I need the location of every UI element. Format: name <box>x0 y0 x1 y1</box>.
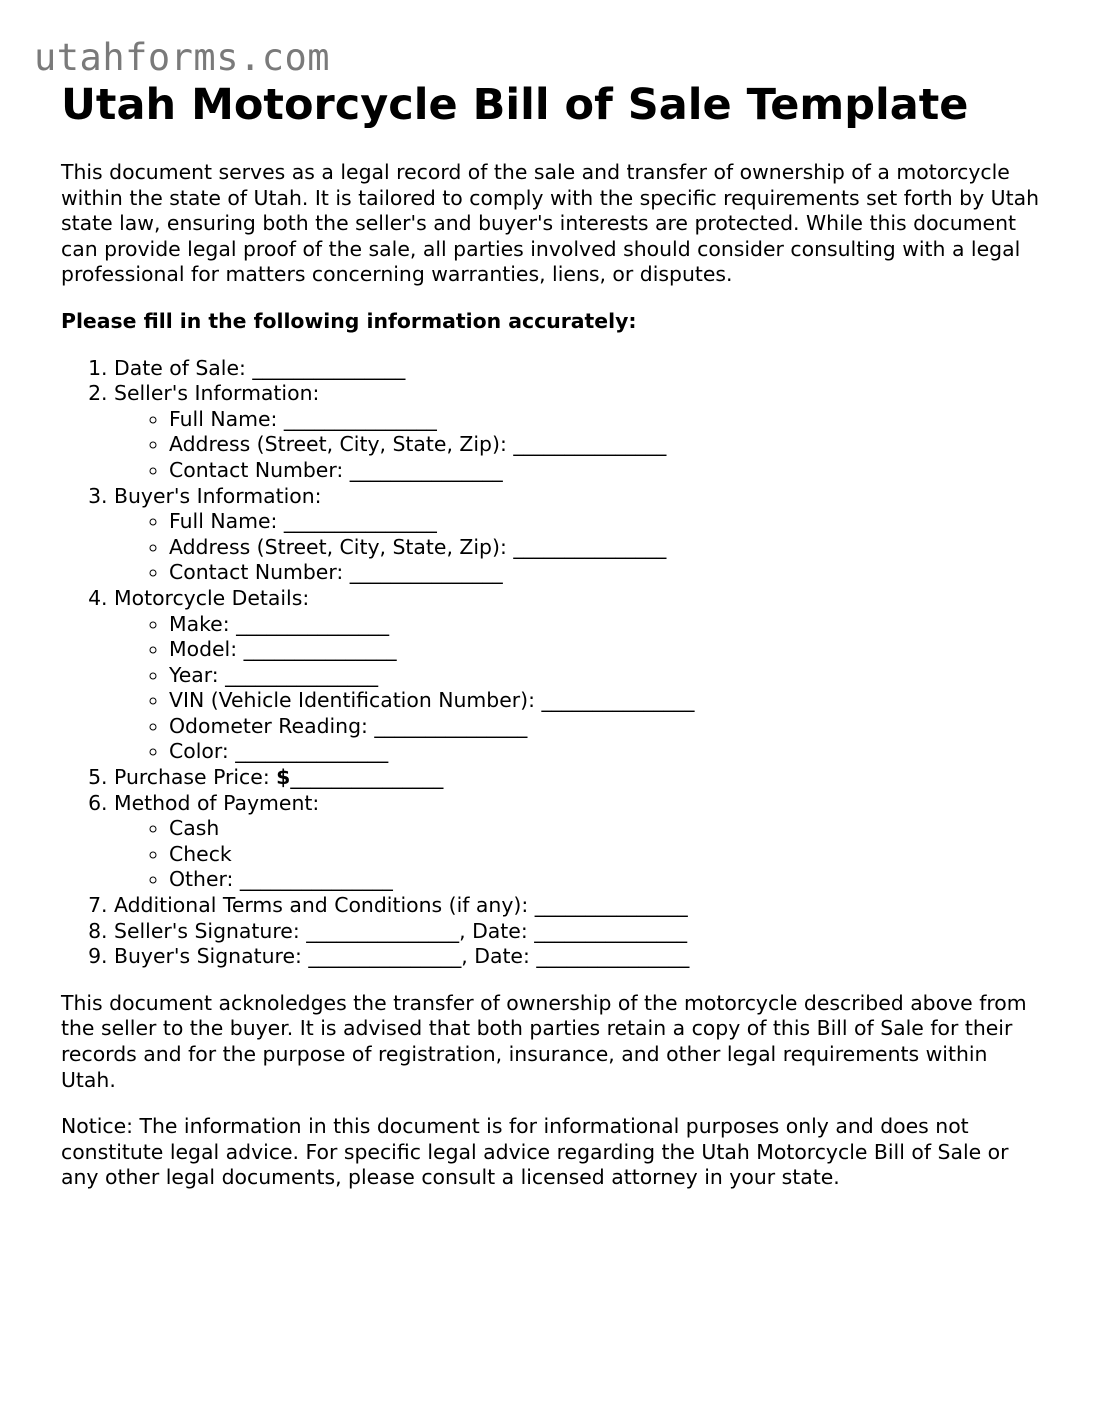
additional-terms-blank: _______________ <box>534 893 688 918</box>
buyer-signature-label: Buyer's Signature: <box>114 944 302 969</box>
page-title: Utah Motorcycle Bill of Sale Template <box>61 80 969 130</box>
seller-full-name-item <box>169 407 1041 433</box>
motorcycle-sublist <box>114 612 1041 766</box>
instruction-heading: Please fill in the following information accurately: <box>61 308 637 333</box>
date-of-sale-label: Date of Sale: <box>114 355 246 380</box>
payment-other-item <box>169 867 1041 893</box>
seller-signature-date-blank: _______________ <box>534 918 688 943</box>
year-item <box>169 663 1041 689</box>
list-item-motorcycle-details <box>114 586 1041 765</box>
buyer-signature-date-blank: _______________ <box>536 944 690 969</box>
list-item-method-of-payment <box>114 791 1041 893</box>
motorcycle-details-label: Motorcycle Details: <box>114 585 310 610</box>
form-field-list <box>61 356 1041 970</box>
method-of-payment-label: Method of Payment: <box>114 790 320 815</box>
payment-other-blank: _______________ <box>239 867 393 892</box>
payment-check-item <box>169 842 1041 868</box>
color-label: Color: <box>169 739 229 764</box>
seller-sublist <box>114 407 1041 484</box>
buyer-full-name-blank: _______________ <box>283 509 437 534</box>
color-item <box>169 739 1041 765</box>
year-label: Year: <box>169 662 219 687</box>
seller-address-blank: _______________ <box>513 432 667 457</box>
payment-cash-label: Cash <box>169 816 220 841</box>
buyer-address-item <box>169 535 1041 561</box>
list-item-seller-information <box>114 381 1041 483</box>
seller-full-name-blank: _______________ <box>283 406 437 431</box>
purchase-price-label: Purchase Price: <box>114 765 270 790</box>
notice-paragraph: Notice: The information in this document is for informational purposes only and does not constitute legal advice. For specific legal advice regarding the Utah Motorcycle Bill of Sale or any other legal documents, please consult a licensed attorney in your state. <box>61 1114 1009 1190</box>
buyer-full-name-item <box>169 509 1041 535</box>
acknowledgement-paragraph: This document acknoledges the transfer of ownership of the motorcycle described above from the seller to the buyer. It is advised that both parties retain a copy of this Bill of Sale for their records and for the purpose of registration, insurance, and other legal requirements within Utah. <box>61 990 1027 1092</box>
buyer-contact-item <box>169 560 1041 586</box>
seller-contact-label: Contact Number: <box>169 457 344 482</box>
list-item-buyer-signature <box>114 944 1041 970</box>
buyer-address-blank: _______________ <box>513 534 667 559</box>
model-label: Model: <box>169 637 238 662</box>
date-of-sale-blank: _______________ <box>252 355 406 380</box>
seller-signature-label: Seller's Signature: <box>114 918 300 943</box>
dollar-sign: $ <box>276 765 291 790</box>
seller-address-label: Address (Street, City, State, Zip): <box>169 432 507 457</box>
buyer-address-label: Address (Street, City, State, Zip): <box>169 534 507 559</box>
make-item <box>169 612 1041 638</box>
seller-address-item <box>169 432 1041 458</box>
seller-contact-item <box>169 458 1041 484</box>
list-item-date-of-sale <box>114 356 1041 382</box>
color-blank: _______________ <box>235 739 389 764</box>
odometer-label: Odometer Reading: <box>169 713 368 738</box>
year-blank: _______________ <box>225 662 379 687</box>
intro-paragraph: This document serves as a legal record of the sale and transfer of ownership of a motorcycle within the state of Utah. It is tailored to comply with the specific requirements set forth by Utah state law, ensuring both the seller's and buyer's interests are protected. While this document can provide legal proof of the sale, all parties involved should consider consulting with a legal professional for matters concerning warranties, liens, or disputes. <box>61 160 1040 287</box>
odometer-blank: _______________ <box>374 713 528 738</box>
seller-information-label: Seller's Information: <box>114 381 320 406</box>
payment-check-label: Check <box>169 841 232 866</box>
payment-sublist <box>114 816 1041 893</box>
buyer-contact-label: Contact Number: <box>169 560 344 585</box>
vin-blank: _______________ <box>541 688 695 713</box>
buyer-full-name-label: Full Name: <box>169 509 278 534</box>
model-item <box>169 637 1041 663</box>
vin-item <box>169 688 1041 714</box>
payment-other-label: Other: <box>169 867 234 892</box>
buyer-information-label: Buyer's Information: <box>114 483 322 508</box>
list-item-buyer-information <box>114 484 1041 586</box>
seller-contact-blank: _______________ <box>349 457 503 482</box>
buyer-signature-blank: _______________ <box>308 944 462 969</box>
seller-signature-blank: _______________ <box>306 918 460 943</box>
purchase-price-blank: _______________ <box>290 765 444 790</box>
seller-full-name-label: Full Name: <box>169 406 278 431</box>
additional-terms-label: Additional Terms and Conditions (if any): <box>114 893 529 918</box>
site-watermark: utahforms.com <box>34 36 331 79</box>
make-blank: _______________ <box>236 611 390 636</box>
buyer-contact-blank: _______________ <box>349 560 503 585</box>
buyer-signature-date-label: , Date: <box>461 944 530 969</box>
make-label: Make: <box>169 611 230 636</box>
list-item-additional-terms <box>114 893 1041 919</box>
odometer-item <box>169 714 1041 740</box>
list-item-seller-signature <box>114 919 1041 945</box>
payment-cash-item <box>169 816 1041 842</box>
buyer-sublist <box>114 509 1041 586</box>
list-item-purchase-price <box>114 765 1041 791</box>
vin-label: VIN (Vehicle Identification Number): <box>169 688 535 713</box>
seller-signature-date-label: , Date: <box>459 918 528 943</box>
document-body <box>61 78 1041 1191</box>
model-blank: _______________ <box>243 637 397 662</box>
